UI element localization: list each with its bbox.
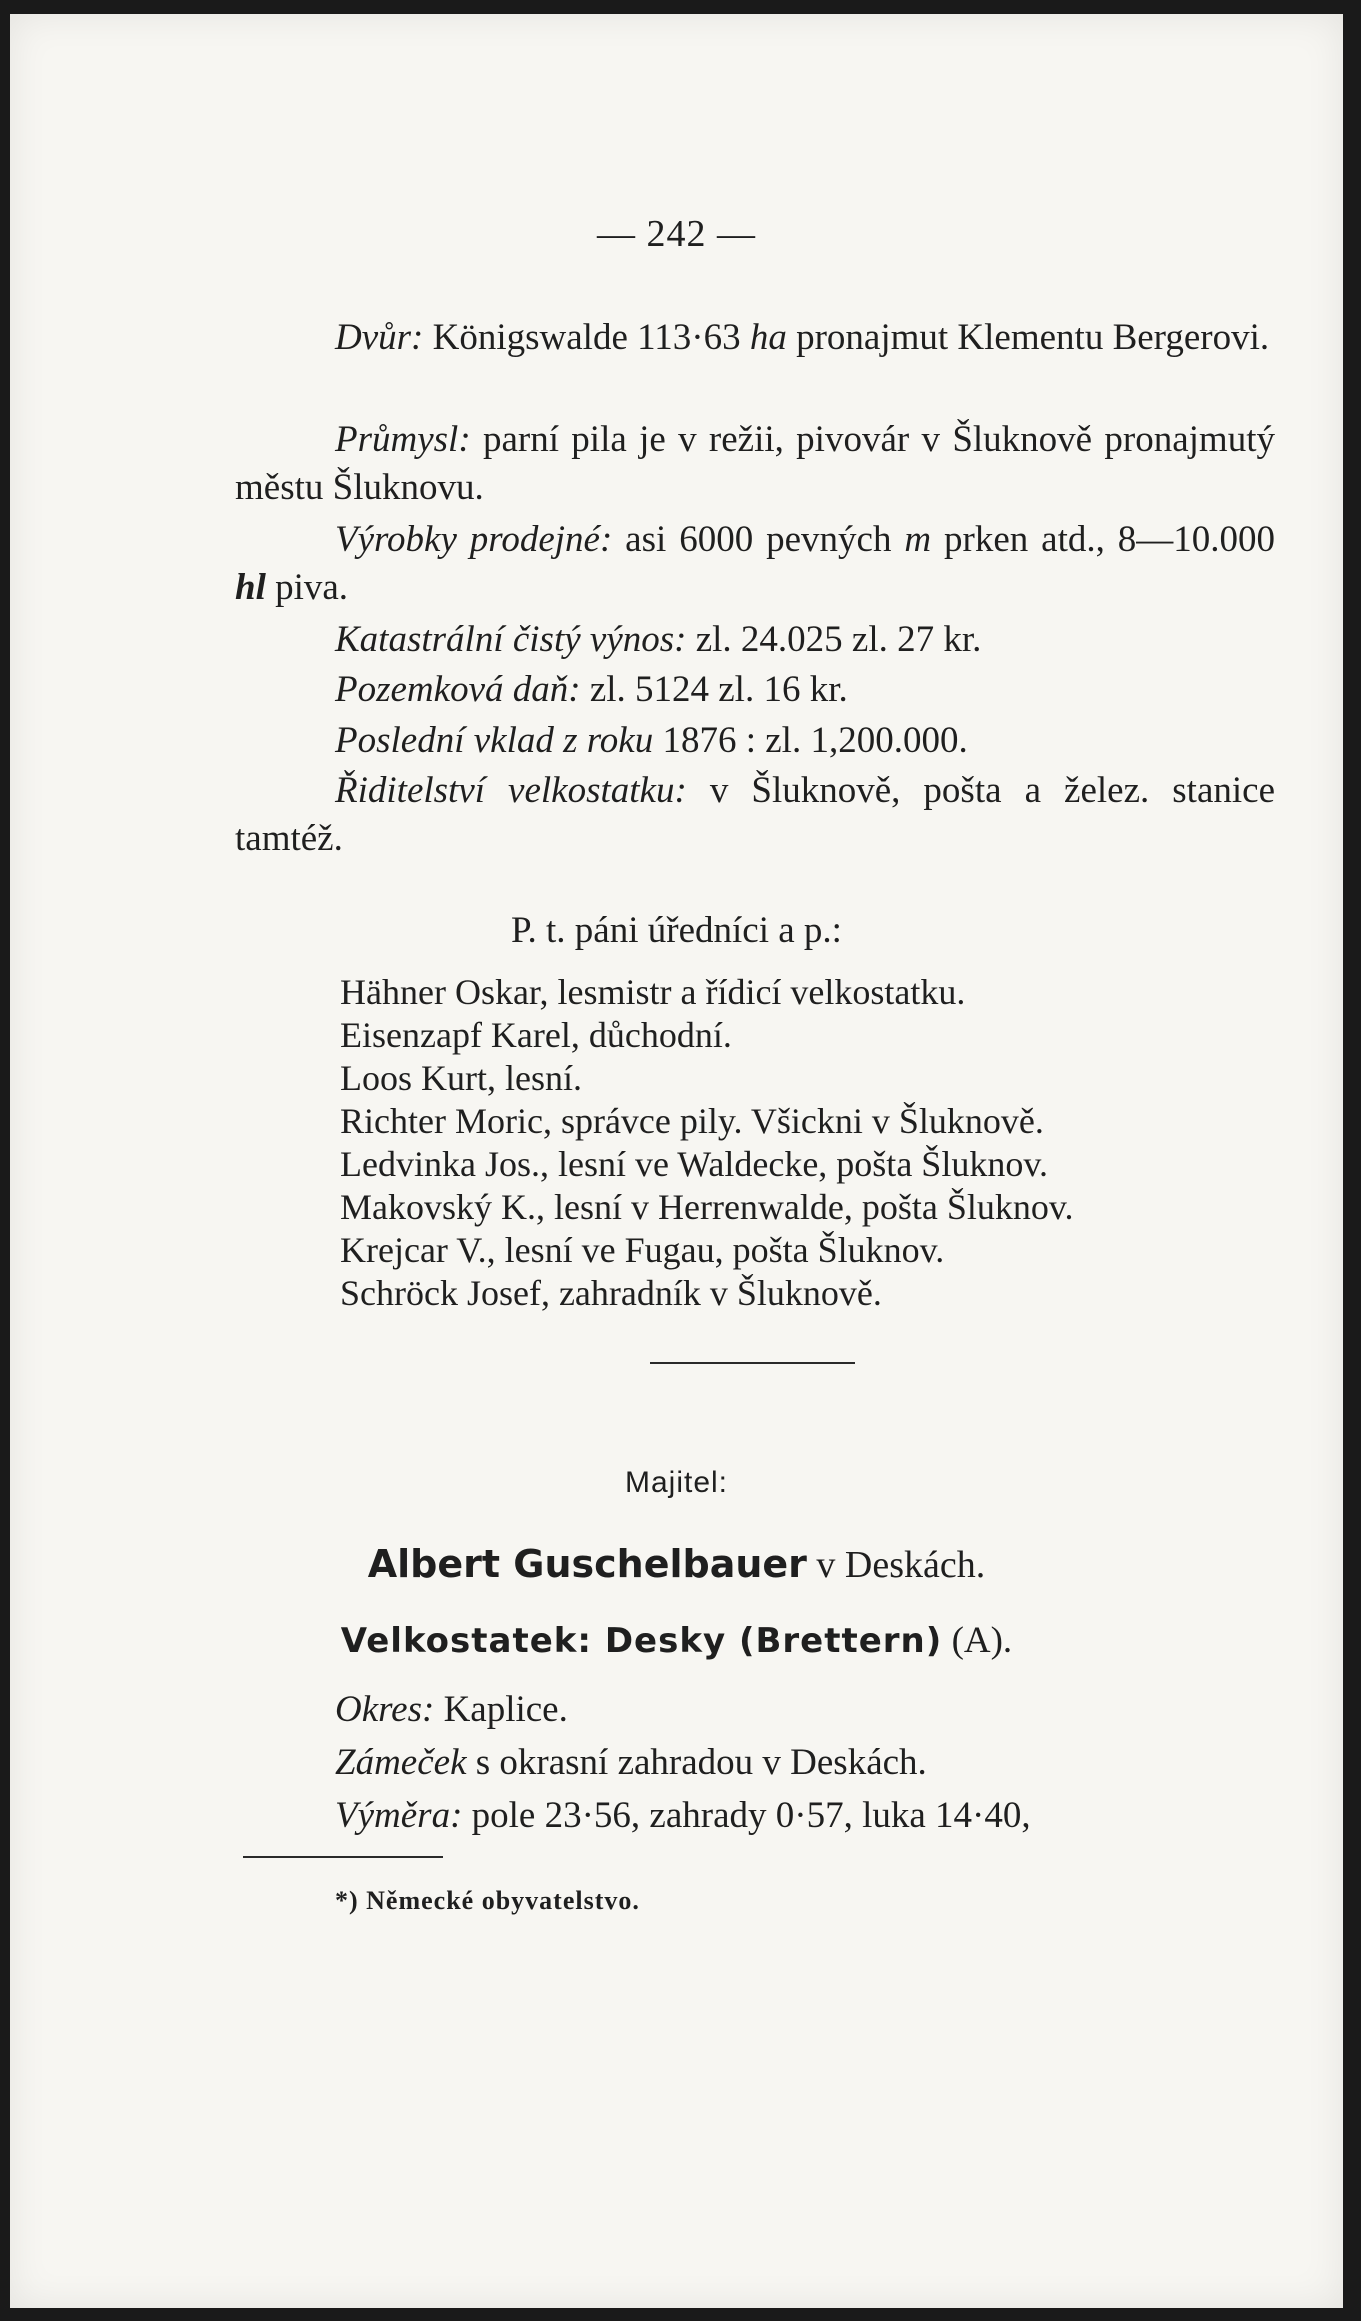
staff-item: Eisenzapf Karel, důchodní. [340,1015,732,1055]
detail-okres [335,1686,568,1734]
text: asi 6000 pevných [612,519,905,560]
unit: hl [235,567,266,608]
detail-vymera [335,1792,1031,1840]
label: Řiditelství velkostatku: [335,770,687,811]
text: s okrasní zahradou v Deskách. [466,1742,927,1783]
unit: m [904,519,932,560]
unit: ha [749,317,787,358]
section-divider [650,1362,855,1364]
paragraph-vyrobky [235,516,1275,612]
label: Pozemková daň: [335,669,581,710]
text: 1876 : zl. 1,200.000. [653,720,968,761]
paragraph-dan [335,666,848,714]
paragraph-katastralni [335,616,981,664]
staff-heading: P. t. páni úředníci a p.: [511,910,842,951]
staff-item: Richter Moric, správce pily. Všickni v Šluknově. [340,1101,1044,1141]
text: v Šluknově, pošta a želez. stanice tamtéž. [235,770,1275,859]
label: Okres: [335,1689,435,1730]
text: piva. [265,567,349,608]
staff-item: Schröck Josef, zahradník v Šluknově. [340,1273,882,1313]
label: Poslední vklad z roku [335,720,654,761]
book-page [10,14,1343,2308]
estate-title: Velkostatek: Desky (Brettern) [340,1621,943,1661]
label: Dvůr: [335,317,424,358]
owner-place: v Deskách. [806,1544,986,1586]
staff-item: Krejcar V., lesní ve Fugau, pošta Šluknov. [340,1230,945,1270]
staff-item: Hähner Oskar, lesmistr a řídicí velkostatku. [340,972,966,1012]
owner-line [10,1542,1343,1587]
estate-suffix: (A). [942,1620,1013,1661]
paragraph-vklad [335,717,968,765]
staff-list [340,971,1074,1315]
text: zl. 24.025 zl. 27 kr. [686,619,982,660]
text: pronajmut Klementu Bergerovi. [786,317,1270,358]
owner-name: Albert Guschelbauer [367,1542,807,1586]
text: parní pila je v režii, pivovár v Šluknově pronajmutý městu Šluknovu. [235,419,1275,508]
text: zl. 5124 zl. 16 kr. [580,669,848,710]
paragraph-prumysl [235,416,1275,512]
label: Katastrální čistý výnos: [335,619,687,660]
owner-label: Majitel: [624,1466,729,1499]
text: pole 23·56, zahrady 0·57, luka 14·40, [462,1795,1031,1836]
label: Zámeček [335,1742,467,1783]
label: Výrobky prodejné: [335,519,613,560]
footnote: *) Německé obyvatelstvo. [335,1886,640,1915]
estate-line [10,1619,1343,1662]
staff-item: Loos Kurt, lesní. [340,1058,582,1098]
detail-zamecek [335,1739,927,1787]
text: prken atd., 8—10.000 [931,519,1276,560]
footnote-rule [243,1856,443,1858]
text: Königswalde 113·63 [423,317,750,358]
staff-item: Ledvinka Jos., lesní ve Waldecke, pošta Šluknov. [340,1144,1048,1184]
page-number: — 242 — [597,213,756,255]
paragraph-riditelstvi [235,767,1275,863]
staff-item: Makovský K., lesní v Herrenwalde, pošta Šluknov. [340,1187,1074,1227]
text: Kaplice. [434,1689,568,1730]
paragraph-dvur [235,314,1275,362]
label: Výměra: [335,1795,463,1836]
label: Průmysl: [335,419,471,460]
